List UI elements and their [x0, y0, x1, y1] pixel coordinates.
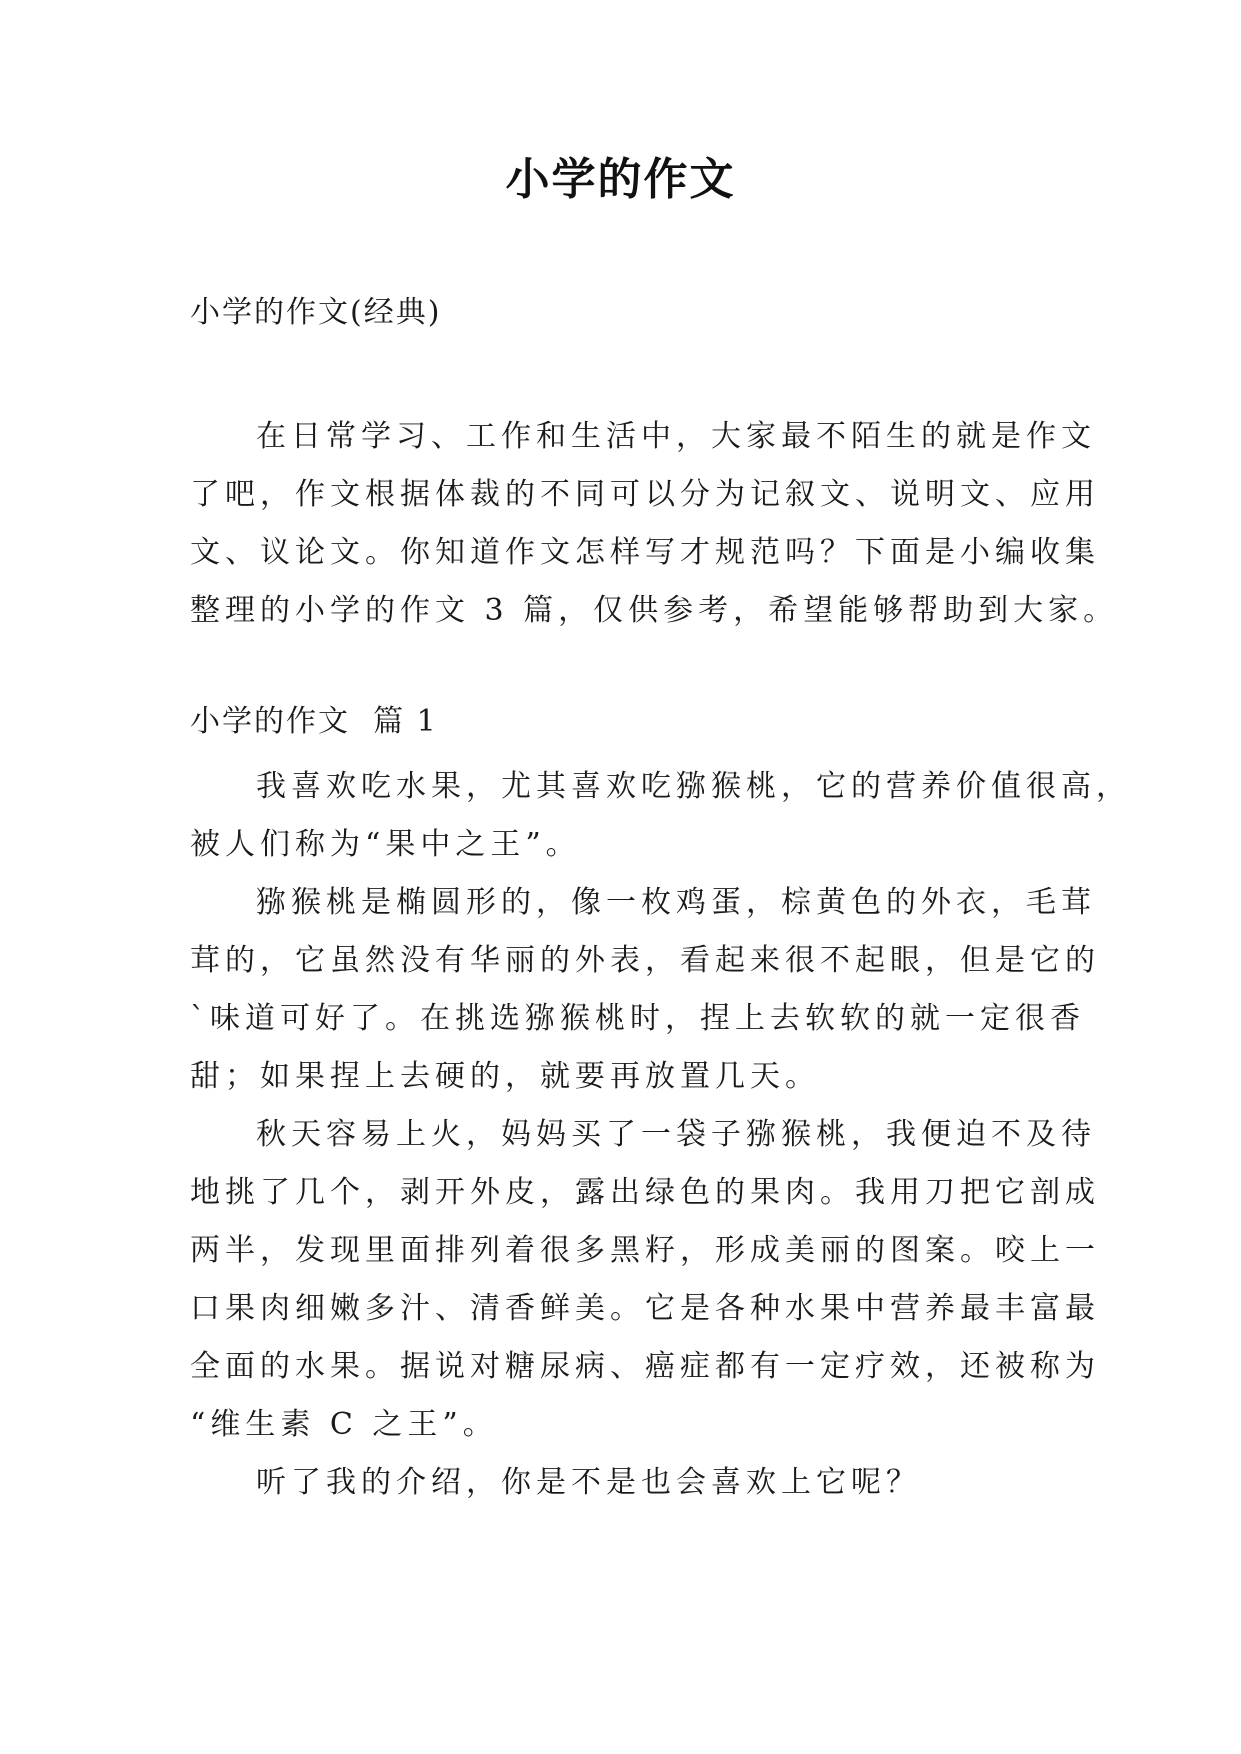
article-heading: 小学的作文 篇 1: [190, 704, 438, 739]
intro-line: 文、议论文。你知道作文怎样写才规范吗？下面是小编收集: [190, 535, 1100, 570]
paragraph-line: 两半，发现里面排列着很多黑籽，形成美丽的图案。咬上一: [190, 1233, 1100, 1268]
paragraph-line: 全面的水果。据说对糖尿病、癌症都有一定疗效，还被称为: [190, 1349, 1100, 1384]
intro-line: 了吧，作文根据体裁的不同可以分为记叙文、说明文、应用: [190, 477, 1100, 512]
intro-line: 整理的小学的作文 3 篇，仅供参考，希望能够帮助到大家。: [190, 593, 1119, 628]
intro-paragraph: [190, 408, 1119, 640]
paragraph-line: 秋天容易上火，妈妈买了一袋子猕猴桃，我便迫不及待: [256, 1117, 1096, 1152]
article-section: [190, 700, 1131, 1512]
document-subtitle: 小学的作文(经典): [190, 295, 442, 330]
paragraph-line: 听了我的介绍，你是不是也会喜欢上它呢？: [256, 1465, 921, 1500]
paragraph-line: `味道可好了。在挑选猕猴桃时，捏上去软软的就一定很香: [190, 1001, 1085, 1036]
intro-line: 在日常学习、工作和生活中，大家最不陌生的就是作文: [256, 419, 1096, 454]
article-paragraph-3: [190, 1106, 1100, 1454]
paragraph-line: 我喜欢吃水果，尤其喜欢吃猕猴桃，它的营养价值很高，: [256, 769, 1131, 804]
paragraph-line: 猕猴桃是椭圆形的，像一枚鸡蛋，棕黄色的外衣，毛茸: [256, 885, 1096, 920]
paragraph-line: “维生素 C 之王”。: [190, 1407, 498, 1442]
paragraph-line: 甜；如果捏上去硬的，就要再放置几天。: [190, 1059, 820, 1094]
paragraph-line: 地挑了几个，剥开外皮，露出绿色的果肉。我用刀把它剖成: [190, 1175, 1100, 1210]
article-paragraph-4: [190, 1454, 1070, 1512]
paragraph-line: 口果肉细嫩多汁、清香鲜美。它是各种水果中营养最丰富最: [190, 1291, 1100, 1326]
document-title: 小学的作文: [505, 154, 736, 205]
article-paragraph-1: [190, 758, 1131, 874]
paragraph-line: 被人们称为“果中之王”。: [190, 827, 581, 862]
paragraph-line: 茸的，它虽然没有华丽的外表，看起来很不起眼，但是它的: [190, 943, 1100, 978]
article-paragraph-2: [190, 874, 1100, 1106]
